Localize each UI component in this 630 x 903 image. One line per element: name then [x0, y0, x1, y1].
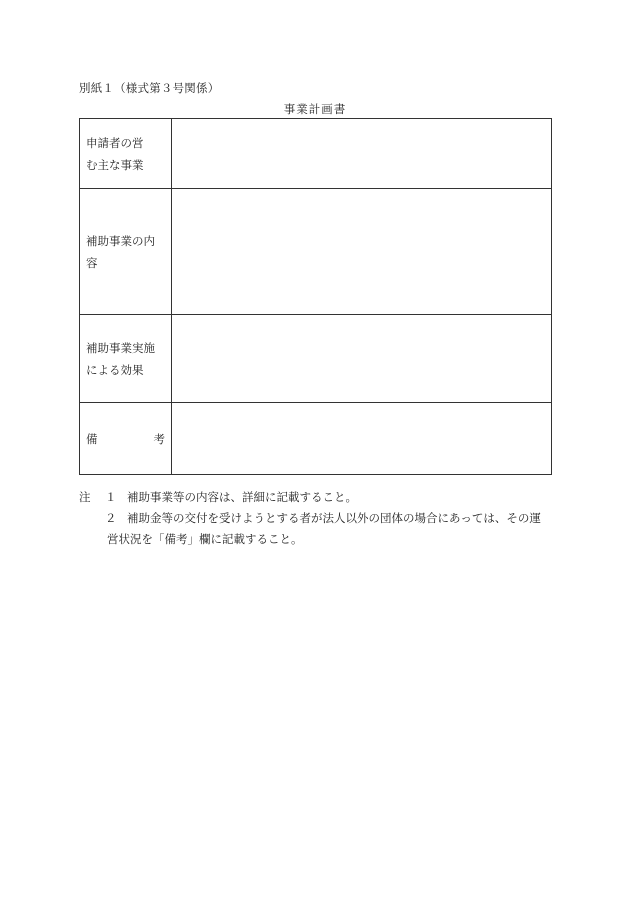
label-char: 考	[153, 431, 165, 446]
table-row-project-content	[80, 189, 552, 315]
note-number: １	[105, 490, 117, 504]
notes-prefix: 注	[79, 490, 91, 504]
note-number: ２	[105, 511, 117, 525]
note-item	[79, 508, 554, 529]
note-text: 補助金等の交付を受けようとする者が法人以外の団体の場合にあっては、その運	[127, 511, 541, 525]
document-title: 事業計画書	[283, 102, 347, 116]
label-remarks-text	[86, 428, 167, 450]
label-line: 申請者の営	[86, 135, 144, 150]
label-line: 容	[86, 255, 98, 270]
label-line: による効果	[86, 362, 144, 377]
label-line: 補助事業実施	[86, 340, 155, 355]
note-text: 補助事業等の内容は、詳細に記載すること。	[127, 490, 357, 504]
label-line: 補助事業の内	[86, 233, 155, 248]
notes-prefix-spacer	[79, 508, 105, 529]
label-line: む主な事業	[86, 157, 144, 172]
table-row-main-business	[80, 119, 552, 189]
annex-label: 別紙１（様式第３号関係）	[79, 81, 220, 95]
table-row-project-effect	[80, 315, 552, 403]
note-continuation: 営状況を「備考」欄に記載すること。	[107, 532, 303, 546]
value-remarks[interactable]	[172, 403, 552, 475]
label-char: 備	[86, 431, 98, 446]
label-remarks	[80, 403, 172, 475]
business-plan-table	[79, 118, 552, 475]
value-project-effect[interactable]	[172, 315, 552, 403]
value-project-content[interactable]	[172, 189, 552, 315]
label-main-business	[80, 119, 172, 189]
table-row-remarks	[80, 403, 552, 475]
notes-section	[79, 487, 554, 550]
label-project-content	[80, 189, 172, 315]
note-item	[79, 487, 554, 508]
label-project-effect	[80, 315, 172, 403]
value-main-business[interactable]	[172, 119, 552, 189]
